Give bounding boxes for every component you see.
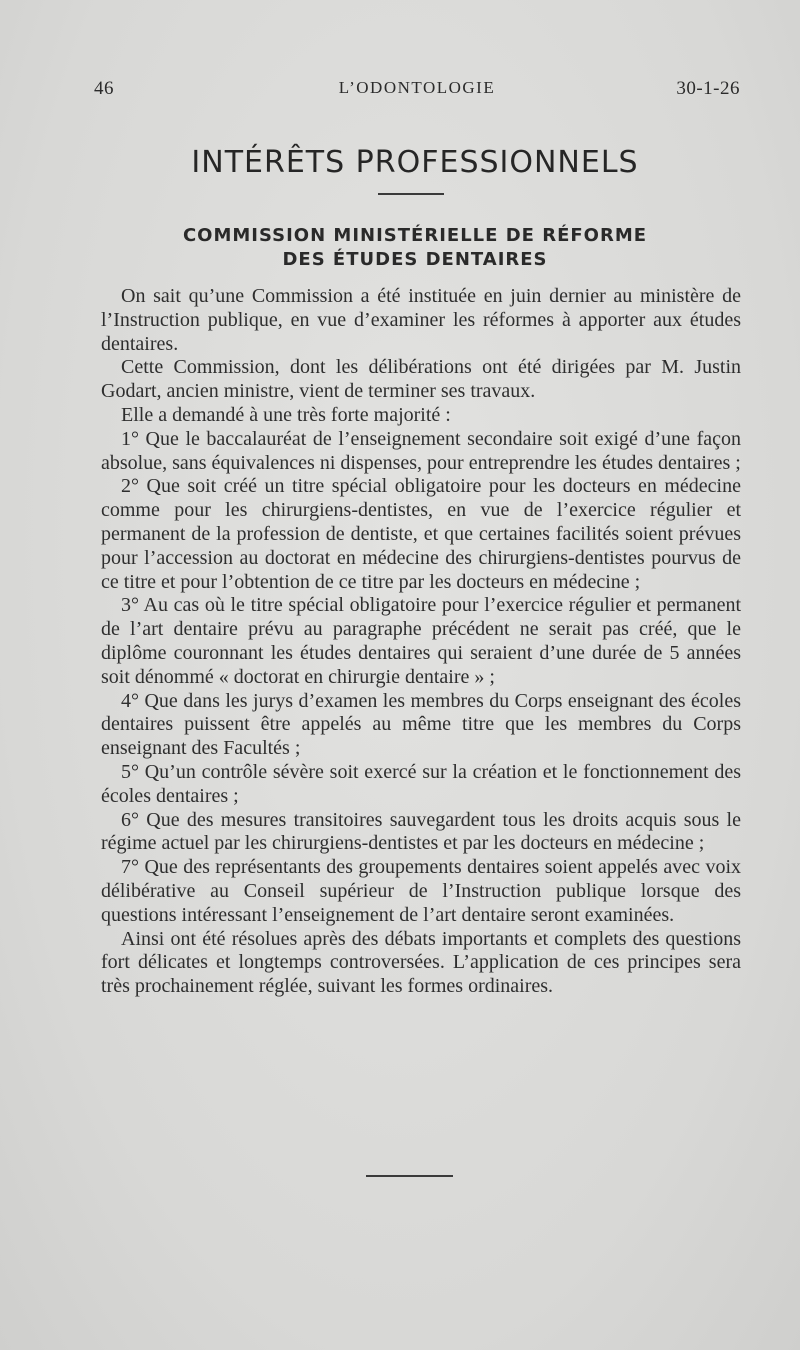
paragraph: Cette Commission, dont les délibérations ont été dirigées par M. Justin Godart, ancien ministre, vient de terminer ses travaux. bbox=[101, 356, 741, 403]
paragraph: Elle a demandé à une très forte majorité : bbox=[121, 403, 451, 426]
paragraph: 1° Que le baccalauréat de l’enseignement secondaire soit exigé d’une façon absolue, sans équivalences ni dispenses, pour entreprendre les études dentaires ; bbox=[101, 427, 741, 474]
end-rule bbox=[366, 1175, 453, 1177]
article-title-line-1: COMMISSION MINISTÉRIELLE DE RÉFORME bbox=[182, 225, 648, 246]
article-title-line-2: DES ÉTUDES DENTAIRES bbox=[282, 249, 548, 270]
article-title bbox=[0, 224, 800, 272]
paragraph: 4° Que dans les jurys d’examen les membres du Corps enseignant des écoles dentaires puissent être appelés au même titre que les membres du Corps enseignant des Facultés ; bbox=[101, 689, 741, 760]
journal-title: L’ODONTOLOGIE bbox=[338, 78, 496, 97]
page-number: 46 bbox=[94, 78, 114, 99]
paragraph: 2° Que soit créé un titre spécial obligatoire pour les docteurs en médecine comme pour les chirurgiens-dentistes, en vue de l’exercice régulier et permanent de la profession de dentiste, et que certaines facilités soient prévues pour l’accession au doctorat en médecine des chirurgiens-dentistes pourvus de ce titre et pour l’obtention de ce titre par les docteurs en médecine ; bbox=[101, 475, 741, 593]
paragraph: 7° Que des représentants des groupements dentaires soient appelés avec voix délibérative au Conseil supérieur de l’Instruction publique lorsque des questions intéressant l’enseignement de l’art dentaire seront examinées. bbox=[101, 856, 741, 926]
paragraph: 3° Au cas où le titre spécial obligatoire pour l’exercice régulier et permanent de l’art dentaire prévu au paragraphe précédent ne serait pas créé, que le diplôme couronnant les études dentaires qui seraient d’une durée de 5 années soit dénommé « doctorat en chirurgie dentaire » ; bbox=[101, 594, 741, 688]
title-rule bbox=[378, 193, 444, 195]
paragraph: 6° Que des mesures transitoires sauvegardent tous les droits acquis sous le régime actuel par les chirurgiens-dentistes et par les docteurs en médecine ; bbox=[101, 808, 741, 855]
issue-date: 30-1-26 bbox=[676, 78, 740, 99]
paragraph: Ainsi ont été résolues après des débats importants et complets des questions fort délicates et longtemps controversées. L’application de ces principes sera très prochainement réglée, suivant les formes ordinaires. bbox=[101, 927, 741, 998]
paragraph: On sait qu’une Commission a été instituée en juin dernier au ministère de l’Instruction publique, en vue d’examiner les réformes à apporter aux études dentaires. bbox=[101, 285, 741, 355]
paragraph: 5° Qu’un contrôle sévère soit exercé sur la création et le fonctionnement des écoles dentaires ; bbox=[101, 760, 741, 807]
running-header bbox=[94, 78, 740, 102]
article-body bbox=[101, 285, 741, 999]
section-title: INTÉRÊTS PROFESSIONNELS bbox=[191, 145, 639, 180]
